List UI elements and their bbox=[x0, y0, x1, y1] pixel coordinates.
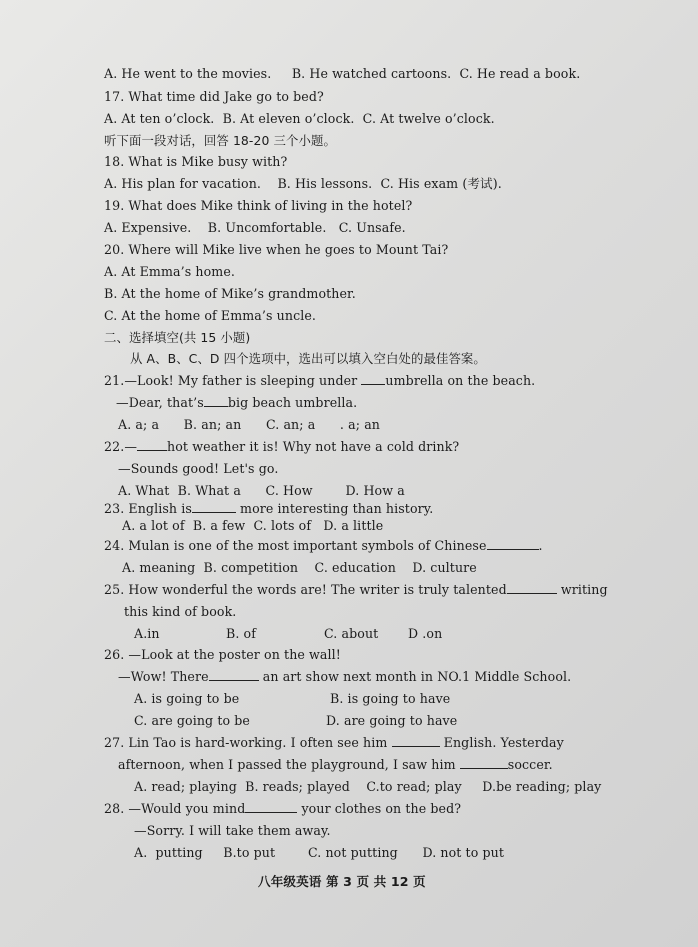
q28-line1 bbox=[104, 801, 461, 817]
q22-text-end: hot weather it is! Why not have a cold drink? bbox=[167, 439, 460, 454]
q19-question: 19. What does Mike think of living in the hotel? bbox=[104, 198, 413, 213]
q23-text-end: more interesting than history. bbox=[240, 501, 434, 516]
q26-option-c: C. are going to be bbox=[134, 713, 250, 728]
q20-option-a: A. At Emma’s home. bbox=[104, 264, 235, 279]
q28-text-start: 28. —Would you mind bbox=[104, 801, 246, 816]
q28-blank bbox=[245, 801, 297, 813]
q26-text-end: an art show next month in NO.1 Middle School. bbox=[262, 669, 572, 684]
q27-blank-2 bbox=[460, 757, 508, 769]
q25-blank bbox=[507, 582, 557, 594]
q27-text-start: 27. Lin Tao is hard-working. I often see him bbox=[104, 735, 388, 750]
q28-text-end: your clothes on the bed? bbox=[301, 801, 462, 816]
q27-blank-1 bbox=[392, 735, 440, 747]
q22-line1 bbox=[104, 439, 459, 455]
q25-option-d: D .on bbox=[408, 626, 443, 641]
q21-line2 bbox=[116, 395, 357, 411]
q28-options: A. putting B.to put C. not putting D. not to put bbox=[134, 845, 505, 860]
q21-reply-end: big beach umbrella. bbox=[227, 395, 358, 410]
section2-instruction: 从 A、B、C、D 四个选项中，选出可以填入空白处的最佳答案。 bbox=[130, 351, 486, 366]
q27-text-end: soccer. bbox=[507, 757, 553, 772]
q27-text-2: afternoon, when I passed the playground, I saw him bbox=[118, 757, 456, 772]
q21-text-end: umbrella on the beach. bbox=[385, 373, 536, 388]
q26-line1: 26. —Look at the poster on the wall! bbox=[104, 647, 341, 662]
q25-text-start: 25. How wonderful the words are! The writer is truly talented bbox=[104, 582, 507, 597]
section2-title: 二、选择填空(共 15 小题) bbox=[104, 330, 251, 345]
q22-text-start: 22.— bbox=[104, 439, 138, 454]
q26-line2 bbox=[118, 669, 571, 685]
q17-question: 17. What time did Jake go to bed? bbox=[104, 89, 324, 104]
q21-blank-2 bbox=[204, 395, 228, 407]
q23-question bbox=[104, 501, 433, 517]
q25-line1 bbox=[104, 582, 608, 598]
q22-options: A. What B. What a C. How D. How a bbox=[118, 483, 405, 498]
q27-line2 bbox=[118, 757, 553, 773]
q21-reply-start: —Dear, that’s bbox=[116, 395, 204, 410]
q25-text-end: writing bbox=[560, 582, 608, 597]
q27-text-mid: English. Yesterday bbox=[443, 735, 564, 750]
q20-option-b: B. At the home of Mike’s grandmother. bbox=[104, 286, 356, 301]
q17-options: A. At ten o’clock. B. At eleven o’clock. C. At twelve o’clock. bbox=[104, 111, 495, 126]
q25-line2: this kind of book. bbox=[124, 604, 237, 619]
q21-blank-1 bbox=[361, 373, 385, 385]
q19-options: A. Expensive. B. Uncomfortable. C. Unsafe. bbox=[104, 220, 406, 235]
q23-options: A. a lot of B. a few C. lots of D. a little bbox=[122, 518, 384, 533]
q25-option-a: A.in bbox=[134, 626, 160, 641]
q20-question: 20. Where will Mike live when he goes to Mount Tai? bbox=[104, 242, 449, 257]
q24-blank bbox=[487, 538, 539, 550]
q25-option-b: B. of bbox=[226, 626, 257, 641]
q18-question: 18. What is Mike busy with? bbox=[104, 154, 288, 169]
q20-option-c: C. At the home of Emma’s uncle. bbox=[104, 308, 317, 323]
q22-reply: —Sounds good! Let's go. bbox=[118, 461, 279, 476]
q28-reply: —Sorry. I will take them away. bbox=[134, 823, 331, 838]
q22-blank bbox=[137, 439, 167, 451]
q24-options: A. meaning B. competition C. education D. culture bbox=[122, 560, 477, 575]
q24-question bbox=[104, 538, 543, 554]
q27-line1 bbox=[104, 735, 564, 751]
q23-text-start: 23. English is bbox=[104, 501, 192, 516]
q21-options: A. a; a B. an; an C. an; a . a; an bbox=[118, 417, 381, 432]
q27-options: A. read; playing B. reads; played C.to read; play D.be reading; play bbox=[134, 779, 602, 794]
q18-options: A. His plan for vacation. B. His lessons. C. His exam (考试). bbox=[104, 176, 502, 191]
q26-option-d: D. are going to have bbox=[326, 713, 458, 728]
q23-blank bbox=[192, 501, 236, 513]
page-footer: 八年级英语 第 3 页 共 12 页 bbox=[258, 874, 426, 889]
q26-option-a: A. is going to be bbox=[134, 691, 240, 706]
q24-text-end: . bbox=[538, 538, 543, 553]
q25-option-c: C. about bbox=[324, 626, 379, 641]
q16-options: A. He went to the movies. B. He watched cartoons. C. He read a book. bbox=[104, 66, 581, 81]
q26-option-b: B. is going to have bbox=[330, 691, 451, 706]
q26-blank bbox=[209, 669, 259, 681]
instruction-18-20: 听下面一段对话，回答 18-20 三个小题。 bbox=[104, 133, 336, 148]
q26-text-start: —Wow! There bbox=[118, 669, 209, 684]
q21-line1 bbox=[104, 373, 535, 389]
q24-text-start: 24. Mulan is one of the most important symbols of Chinese bbox=[104, 538, 487, 553]
q21-text-start: 21.—Look! My father is sleeping under bbox=[104, 373, 358, 388]
